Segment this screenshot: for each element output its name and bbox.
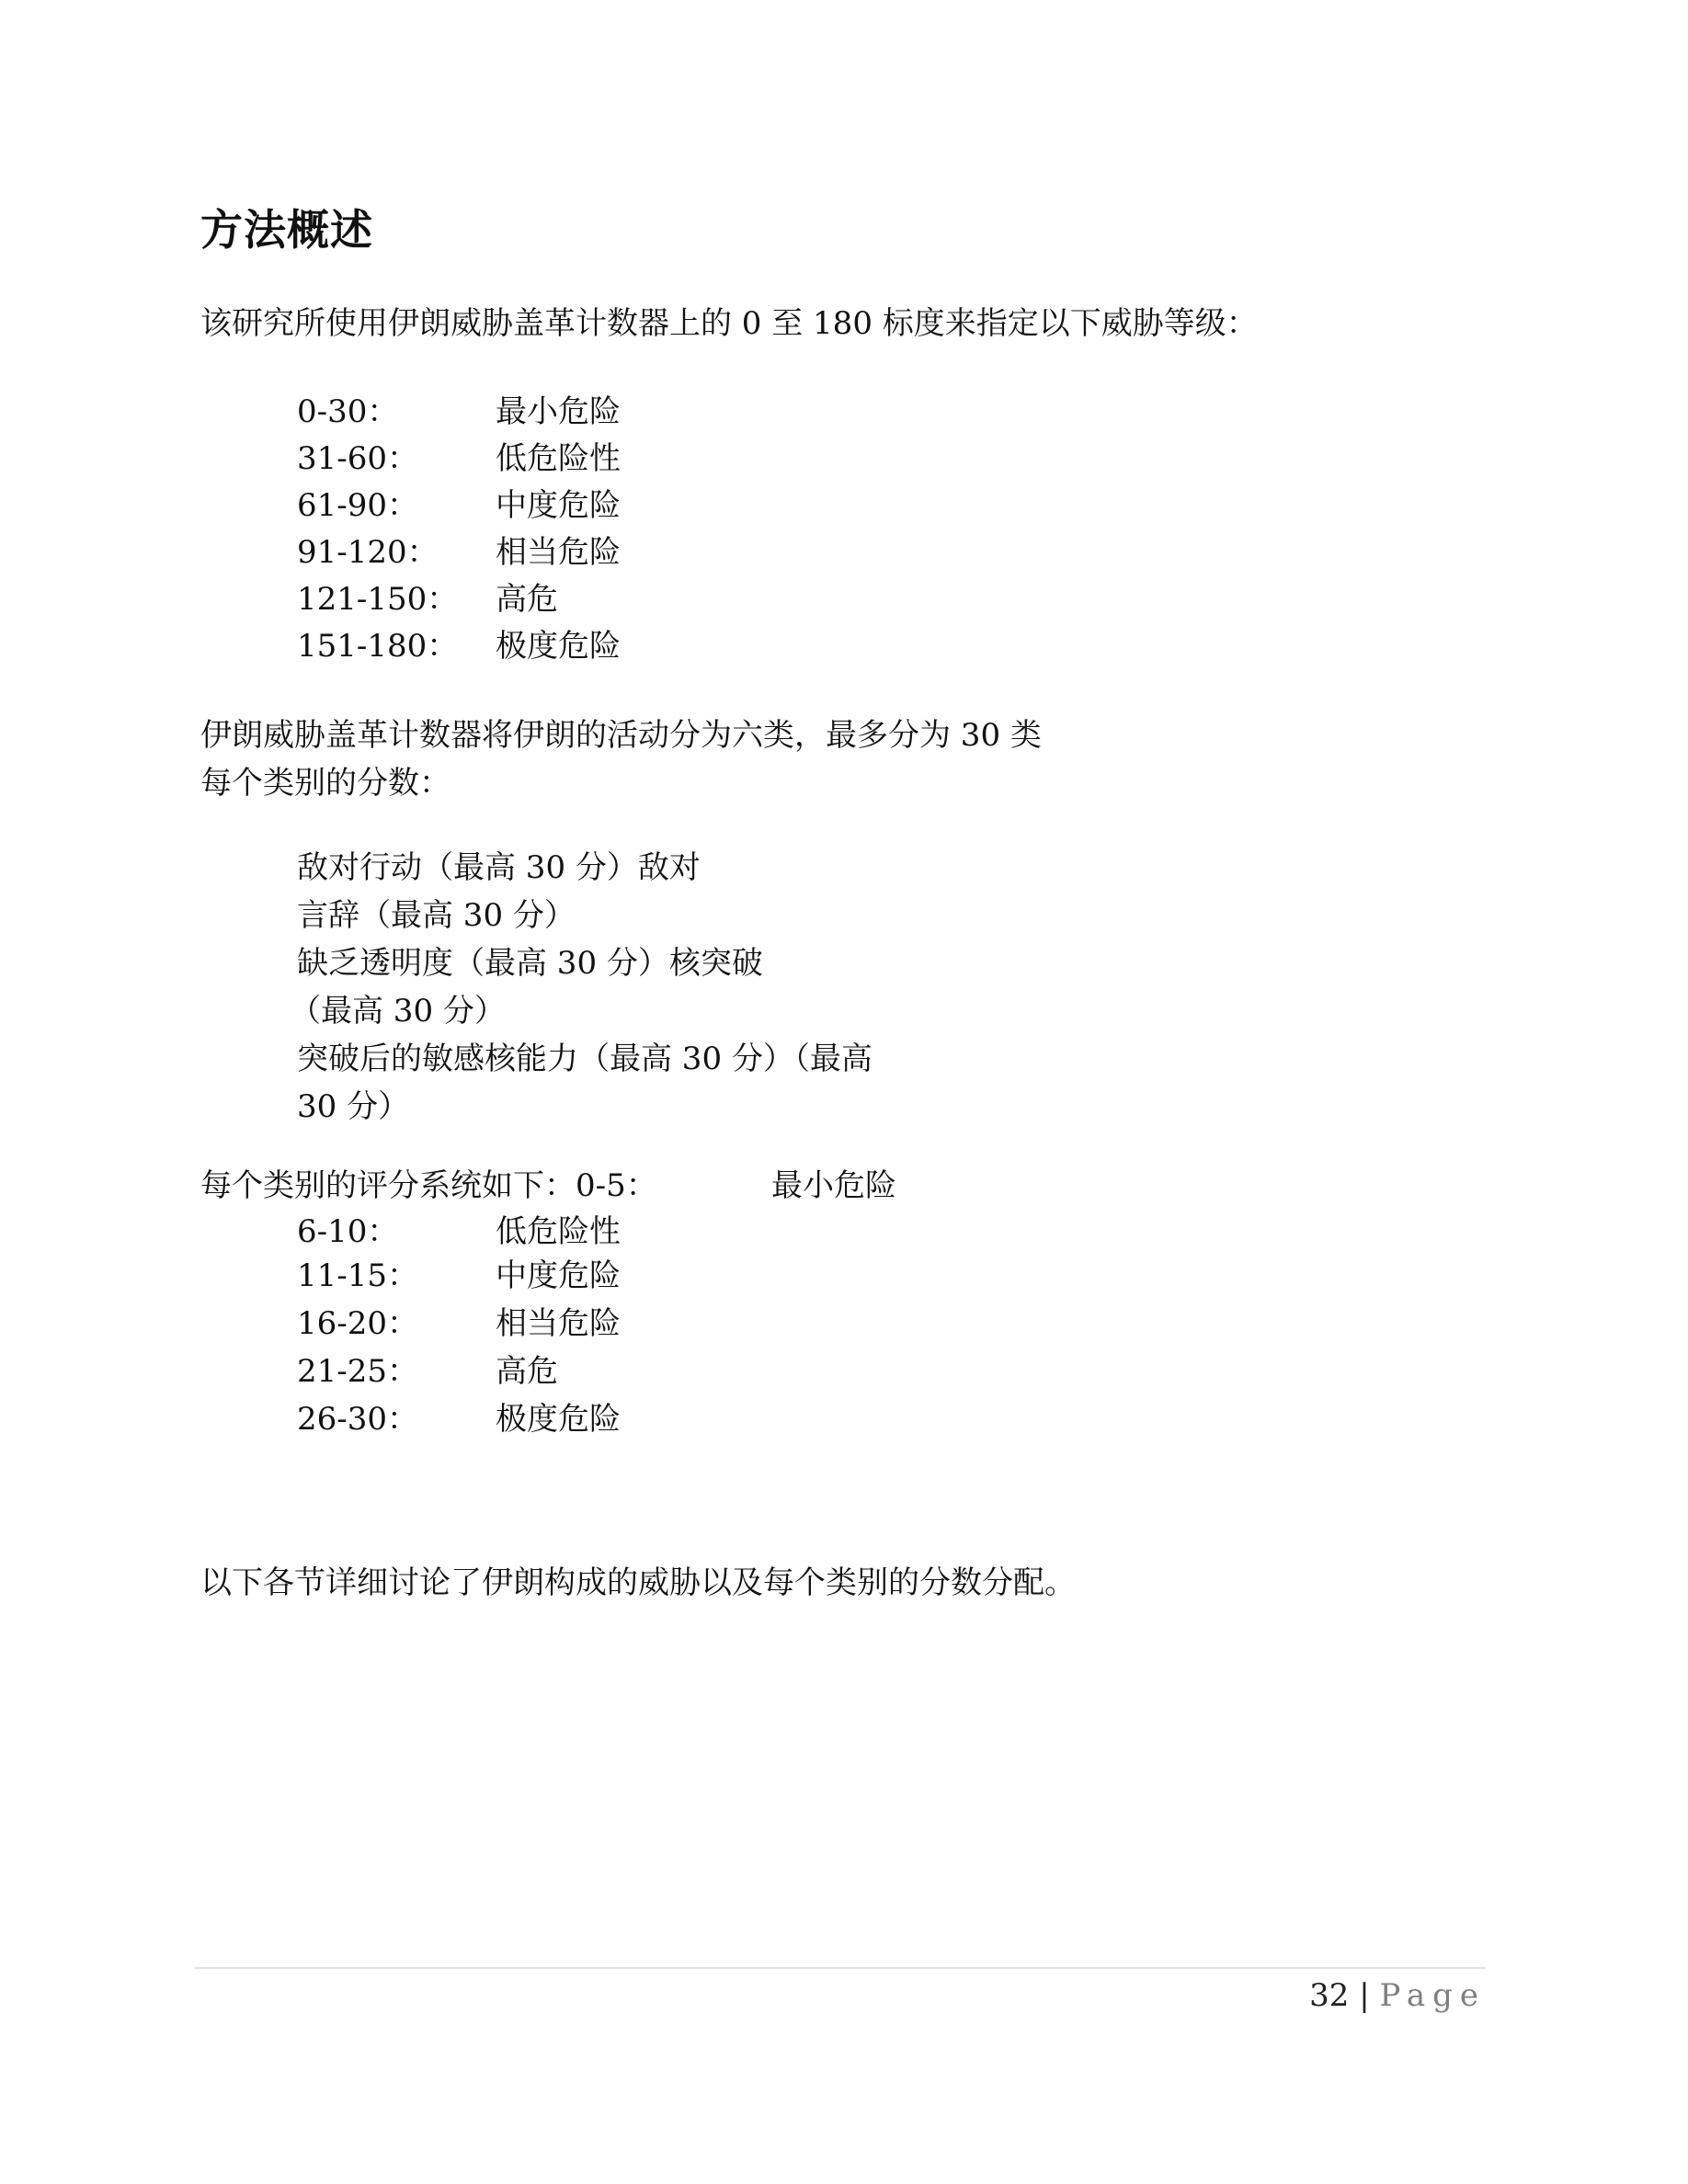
scoring-level-range: 26-30： bbox=[297, 1401, 419, 1438]
threat-level-label: 中度危险 bbox=[496, 487, 621, 524]
threat-level-range: 61-90： bbox=[297, 487, 419, 524]
threat-level-range: 121-150： bbox=[297, 581, 459, 618]
section-heading: 方法概述 bbox=[200, 205, 373, 255]
category-line: 敌对行动（最高 30 分）敌对 bbox=[297, 849, 701, 886]
threat-level-range: 0-30： bbox=[297, 393, 399, 430]
scoring-level-range: 6-10： bbox=[297, 1213, 399, 1250]
category-list bbox=[290, 844, 873, 1131]
scoring-level-range: 21-25： bbox=[297, 1353, 419, 1390]
page-separator: | bbox=[1359, 1977, 1370, 2014]
intro-paragraph: 该研究所使用伊朗威胁盖革计数器上的 0 至 180 标度来指定以下威胁等级： bbox=[200, 305, 1258, 342]
threat-level-label: 相当危险 bbox=[496, 534, 621, 571]
threat-level-range: 151-180： bbox=[297, 628, 459, 665]
category-line: （最高 30 分） bbox=[290, 993, 506, 1029]
categories-intro-paragraph bbox=[200, 711, 1042, 807]
page-word: Page bbox=[1379, 1977, 1486, 2014]
categories-intro-line: 每个类别的分数： bbox=[200, 765, 451, 802]
scoring-level-label: 相当危险 bbox=[496, 1305, 621, 1342]
page-number: 32 bbox=[1309, 1977, 1350, 2014]
closing-paragraph: 以下各节详细讨论了伊朗构成的威胁以及每个类别的分数分配。 bbox=[200, 1564, 1076, 1601]
threat-level-range: 31-60： bbox=[297, 440, 419, 477]
scoring-level-range: 16-20： bbox=[297, 1305, 419, 1342]
threat-level-label: 最小危险 bbox=[496, 393, 621, 430]
scoring-level-label: 高危 bbox=[496, 1353, 558, 1390]
page-footer bbox=[1309, 1974, 1486, 2017]
scoring-level-label: 极度危险 bbox=[496, 1401, 621, 1438]
threat-level-label: 高危 bbox=[496, 581, 558, 618]
threat-level-range: 91-120： bbox=[297, 534, 439, 571]
threat-level-label: 低危险性 bbox=[496, 440, 621, 477]
footer-divider bbox=[194, 1967, 1486, 1969]
category-line: 突破后的敏感核能力（最高 30 分）（最高 bbox=[297, 1041, 873, 1077]
scoring-level-range: 11-15： bbox=[297, 1257, 419, 1294]
categories-intro-line: 伊朗威胁盖革计数器将伊朗的活动分为六类，最多分为 30 类 bbox=[200, 717, 1042, 754]
category-line: 30 分） bbox=[297, 1088, 410, 1125]
category-line: 言辞（最高 30 分） bbox=[297, 897, 576, 934]
scoring-level-label: 中度危险 bbox=[496, 1257, 621, 1294]
threat-level-label: 极度危险 bbox=[496, 628, 621, 665]
scoring-level-label: 低危险性 bbox=[496, 1213, 621, 1250]
category-line: 缺乏透明度（最高 30 分）核突破 bbox=[297, 945, 763, 982]
scoring-first-label: 最小危险 bbox=[771, 1167, 896, 1204]
scoring-intro: 每个类别的评分系统如下：0-5： bbox=[200, 1167, 657, 1204]
